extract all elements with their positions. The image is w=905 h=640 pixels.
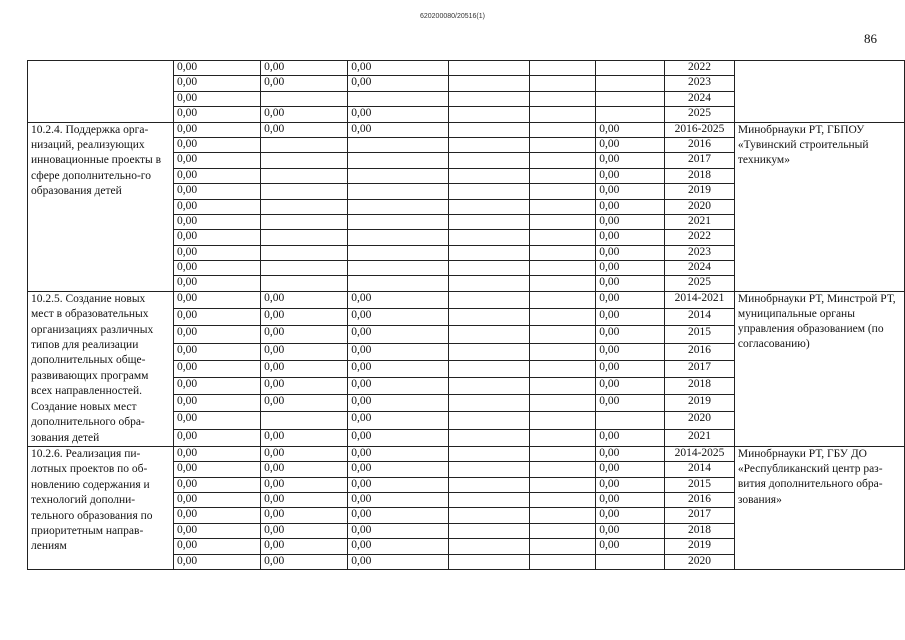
amount-cell — [348, 168, 449, 183]
year-cell: 2014 — [665, 309, 735, 326]
amount-cell: 0,00 — [348, 76, 449, 91]
amount-cell: 0,00 — [596, 291, 665, 308]
amount-cell: 0,00 — [261, 493, 348, 508]
amount-cell: 0,00 — [348, 360, 449, 377]
amount-cell: 0,00 — [173, 107, 260, 122]
amount-cell — [529, 326, 595, 343]
year-cell: 2019 — [665, 539, 735, 554]
amount-cell — [529, 493, 595, 508]
amount-cell — [348, 214, 449, 229]
amount-cell: 0,00 — [348, 395, 449, 412]
amount-cell — [529, 343, 595, 360]
amount-cell — [529, 554, 595, 569]
amount-cell: 0,00 — [173, 309, 260, 326]
amount-cell — [449, 309, 530, 326]
amount-cell: 0,00 — [596, 184, 665, 199]
amount-cell — [529, 477, 595, 492]
measure-name-cell: 10.2.4. Поддержка орга-низаций, реализующих инновационные проекты в сфере дополнительно-го образования детей — [28, 122, 174, 291]
amount-cell — [529, 153, 595, 168]
amount-cell: 0,00 — [261, 508, 348, 523]
amount-cell: 0,00 — [261, 462, 348, 477]
amount-cell: 0,00 — [173, 493, 260, 508]
amount-cell: 0,00 — [348, 446, 449, 461]
year-cell: 2023 — [665, 76, 735, 91]
amount-cell — [449, 377, 530, 394]
amount-cell: 0,00 — [173, 412, 260, 429]
amount-cell — [596, 76, 665, 91]
amount-cell: 0,00 — [596, 137, 665, 152]
amount-cell — [449, 446, 530, 461]
amount-cell — [449, 412, 530, 429]
amount-cell — [449, 153, 530, 168]
year-cell: 2015 — [665, 477, 735, 492]
amount-cell: 0,00 — [596, 309, 665, 326]
amount-cell: 0,00 — [348, 326, 449, 343]
amount-cell — [449, 199, 530, 214]
amount-cell — [449, 76, 530, 91]
document-id: 620200080/20516(1) — [419, 13, 485, 20]
amount-cell — [449, 137, 530, 152]
amount-cell: 0,00 — [261, 343, 348, 360]
amount-cell: 0,00 — [596, 523, 665, 538]
year-cell: 2018 — [665, 377, 735, 394]
year-cell: 2017 — [665, 508, 735, 523]
amount-cell — [261, 199, 348, 214]
amount-cell — [529, 291, 595, 308]
year-cell: 2019 — [665, 184, 735, 199]
amount-cell: 0,00 — [261, 107, 348, 122]
amount-cell: 0,00 — [261, 76, 348, 91]
amount-cell: 0,00 — [596, 429, 665, 446]
amount-cell — [449, 554, 530, 569]
amount-cell: 0,00 — [173, 245, 260, 260]
amount-cell: 0,00 — [596, 343, 665, 360]
year-cell: 2020 — [665, 199, 735, 214]
amount-cell — [529, 199, 595, 214]
executor-cell: Минобрнауки РТ, Минстрой РТ, муниципальные органы управления образованием (по согласованию) — [734, 291, 904, 446]
year-cell: 2022 — [665, 230, 735, 245]
amount-cell — [529, 276, 595, 291]
amount-cell: 0,00 — [348, 122, 449, 137]
amount-cell — [261, 91, 348, 106]
amount-cell — [261, 137, 348, 152]
year-cell: 2024 — [665, 91, 735, 106]
amount-cell — [449, 395, 530, 412]
amount-cell: 0,00 — [596, 153, 665, 168]
amount-cell: 0,00 — [173, 122, 260, 137]
amount-cell — [348, 230, 449, 245]
amount-cell: 0,00 — [261, 291, 348, 308]
amount-cell — [449, 261, 530, 276]
year-cell: 2023 — [665, 245, 735, 260]
amount-cell: 0,00 — [261, 377, 348, 394]
amount-cell — [348, 199, 449, 214]
amount-cell: 0,00 — [596, 446, 665, 461]
amount-cell: 0,00 — [173, 360, 260, 377]
year-cell: 2020 — [665, 554, 735, 569]
amount-cell: 0,00 — [173, 230, 260, 245]
amount-cell: 0,00 — [596, 493, 665, 508]
year-cell: 2016 — [665, 493, 735, 508]
year-cell: 2021 — [665, 214, 735, 229]
amount-cell — [529, 91, 595, 106]
amount-cell: 0,00 — [348, 107, 449, 122]
amount-cell: 0,00 — [173, 61, 260, 76]
amount-cell: 0,00 — [596, 245, 665, 260]
amount-cell: 0,00 — [173, 446, 260, 461]
executor-cell — [734, 61, 904, 123]
amount-cell: 0,00 — [348, 554, 449, 569]
amount-cell — [449, 107, 530, 122]
year-cell: 2016 — [665, 343, 735, 360]
amount-cell: 0,00 — [596, 477, 665, 492]
amount-cell — [261, 230, 348, 245]
amount-cell: 0,00 — [596, 395, 665, 412]
amount-cell — [529, 462, 595, 477]
year-cell: 2016 — [665, 137, 735, 152]
year-cell: 2025 — [665, 107, 735, 122]
amount-cell — [449, 184, 530, 199]
amount-cell: 0,00 — [261, 61, 348, 76]
amount-cell — [261, 245, 348, 260]
year-cell: 2014-2021 — [665, 291, 735, 308]
amount-cell: 0,00 — [261, 446, 348, 461]
page-number: 86 — [864, 31, 877, 46]
amount-cell: 0,00 — [348, 377, 449, 394]
amount-cell — [449, 326, 530, 343]
amount-cell — [449, 168, 530, 183]
amount-cell: 0,00 — [596, 508, 665, 523]
amount-cell: 0,00 — [348, 61, 449, 76]
amount-cell: 0,00 — [173, 554, 260, 569]
measure-name-cell: 10.2.5. Создание новых мест в образовательных организациях различных типов для реализации дополнительных обще-развивающих программ всех направленностей. Создание новых мест дополнительного обра-зования детей — [28, 291, 174, 446]
budget-table — [27, 60, 905, 570]
amount-cell — [348, 184, 449, 199]
amount-cell: 0,00 — [173, 214, 260, 229]
amount-cell — [529, 137, 595, 152]
amount-cell — [449, 343, 530, 360]
amount-cell: 0,00 — [173, 326, 260, 343]
amount-cell: 0,00 — [261, 554, 348, 569]
amount-cell — [529, 395, 595, 412]
amount-cell — [529, 446, 595, 461]
amount-cell: 0,00 — [261, 477, 348, 492]
amount-cell — [449, 291, 530, 308]
amount-cell: 0,00 — [261, 326, 348, 343]
year-cell: 2014-2025 — [665, 446, 735, 461]
amount-cell: 0,00 — [596, 462, 665, 477]
amount-cell — [348, 276, 449, 291]
amount-cell — [261, 153, 348, 168]
amount-cell — [449, 508, 530, 523]
amount-cell: 0,00 — [173, 184, 260, 199]
amount-cell: 0,00 — [173, 508, 260, 523]
amount-cell: 0,00 — [261, 395, 348, 412]
year-cell: 2017 — [665, 360, 735, 377]
amount-cell: 0,00 — [173, 168, 260, 183]
amount-cell: 0,00 — [173, 539, 260, 554]
year-cell: 2018 — [665, 523, 735, 538]
amount-cell — [261, 168, 348, 183]
amount-cell — [449, 91, 530, 106]
amount-cell — [529, 309, 595, 326]
amount-cell — [449, 429, 530, 446]
amount-cell: 0,00 — [596, 168, 665, 183]
amount-cell: 0,00 — [596, 230, 665, 245]
amount-cell — [449, 245, 530, 260]
amount-cell: 0,00 — [348, 523, 449, 538]
amount-cell — [261, 261, 348, 276]
amount-cell — [261, 276, 348, 291]
year-cell: 2024 — [665, 261, 735, 276]
amount-cell: 0,00 — [173, 261, 260, 276]
amount-cell — [529, 508, 595, 523]
amount-cell: 0,00 — [596, 199, 665, 214]
amount-cell — [449, 122, 530, 137]
amount-cell: 0,00 — [173, 395, 260, 412]
amount-cell — [529, 377, 595, 394]
amount-cell: 0,00 — [596, 122, 665, 137]
amount-cell: 0,00 — [173, 76, 260, 91]
year-cell: 2022 — [665, 61, 735, 76]
amount-cell: 0,00 — [596, 539, 665, 554]
year-cell: 2021 — [665, 429, 735, 446]
amount-cell — [449, 523, 530, 538]
amount-cell: 0,00 — [173, 377, 260, 394]
amount-cell: 0,00 — [348, 539, 449, 554]
amount-cell: 0,00 — [348, 412, 449, 429]
amount-cell — [449, 360, 530, 377]
amount-cell: 0,00 — [348, 343, 449, 360]
amount-cell — [529, 261, 595, 276]
amount-cell: 0,00 — [173, 137, 260, 152]
amount-cell — [529, 76, 595, 91]
year-cell: 2020 — [665, 412, 735, 429]
amount-cell — [529, 412, 595, 429]
amount-cell: 0,00 — [261, 122, 348, 137]
amount-cell: 0,00 — [173, 276, 260, 291]
amount-cell: 0,00 — [596, 276, 665, 291]
amount-cell — [449, 462, 530, 477]
amount-cell — [529, 122, 595, 137]
amount-cell: 0,00 — [261, 523, 348, 538]
measure-name-cell: 10.2.6. Реализация пи-лотных проектов по об-новлению содержания и технологий дополни-тельного образования по приоритетным направ-лениям — [28, 446, 174, 569]
amount-cell — [348, 137, 449, 152]
amount-cell: 0,00 — [173, 199, 260, 214]
amount-cell — [529, 214, 595, 229]
measure-name-cell — [28, 61, 174, 123]
table-row — [28, 446, 905, 461]
year-cell: 2018 — [665, 168, 735, 183]
amount-cell: 0,00 — [596, 360, 665, 377]
year-cell: 2015 — [665, 326, 735, 343]
amount-cell: 0,00 — [348, 493, 449, 508]
table-row — [28, 122, 905, 137]
amount-cell: 0,00 — [173, 291, 260, 308]
amount-cell — [449, 214, 530, 229]
amount-cell: 0,00 — [596, 326, 665, 343]
amount-cell: 0,00 — [173, 523, 260, 538]
executor-cell: Минобрнауки РТ, ГБУ ДО «Республиканский центр раз-вития дополнительного обра-зования» — [734, 446, 904, 569]
amount-cell — [596, 107, 665, 122]
amount-cell: 0,00 — [348, 309, 449, 326]
year-cell: 2016-2025 — [665, 122, 735, 137]
year-cell: 2017 — [665, 153, 735, 168]
amount-cell — [529, 184, 595, 199]
amount-cell: 0,00 — [261, 429, 348, 446]
amount-cell — [529, 523, 595, 538]
amount-cell: 0,00 — [261, 309, 348, 326]
amount-cell: 0,00 — [348, 477, 449, 492]
amount-cell — [529, 107, 595, 122]
year-cell: 2014 — [665, 462, 735, 477]
amount-cell: 0,00 — [173, 91, 260, 106]
amount-cell: 0,00 — [596, 377, 665, 394]
amount-cell — [529, 168, 595, 183]
amount-cell — [529, 230, 595, 245]
executor-cell: Минобрнауки РТ, ГБПОУ «Тувинский строительный техникум» — [734, 122, 904, 291]
amount-cell: 0,00 — [348, 429, 449, 446]
table-row — [28, 291, 905, 308]
amount-cell — [596, 412, 665, 429]
amount-cell — [348, 261, 449, 276]
amount-cell: 0,00 — [173, 462, 260, 477]
amount-cell — [261, 214, 348, 229]
amount-cell — [596, 61, 665, 76]
amount-cell — [529, 429, 595, 446]
amount-cell — [449, 276, 530, 291]
amount-cell: 0,00 — [596, 261, 665, 276]
amount-cell: 0,00 — [173, 477, 260, 492]
amount-cell — [596, 554, 665, 569]
amount-cell: 0,00 — [348, 462, 449, 477]
year-cell: 2025 — [665, 276, 735, 291]
amount-cell: 0,00 — [173, 343, 260, 360]
amount-cell — [529, 245, 595, 260]
amount-cell — [348, 153, 449, 168]
amount-cell — [449, 493, 530, 508]
amount-cell — [529, 539, 595, 554]
amount-cell — [449, 477, 530, 492]
table-body — [28, 61, 905, 570]
amount-cell: 0,00 — [173, 153, 260, 168]
table-row — [28, 61, 905, 76]
amount-cell — [449, 230, 530, 245]
year-cell: 2019 — [665, 395, 735, 412]
amount-cell — [348, 91, 449, 106]
amount-cell — [449, 61, 530, 76]
amount-cell: 0,00 — [596, 214, 665, 229]
amount-cell: 0,00 — [261, 539, 348, 554]
amount-cell: 0,00 — [348, 508, 449, 523]
amount-cell — [348, 245, 449, 260]
amount-cell — [529, 360, 595, 377]
amount-cell — [261, 184, 348, 199]
amount-cell — [261, 412, 348, 429]
amount-cell: 0,00 — [348, 291, 449, 308]
amount-cell: 0,00 — [261, 360, 348, 377]
amount-cell — [596, 91, 665, 106]
amount-cell — [449, 539, 530, 554]
amount-cell — [529, 61, 595, 76]
amount-cell: 0,00 — [173, 429, 260, 446]
